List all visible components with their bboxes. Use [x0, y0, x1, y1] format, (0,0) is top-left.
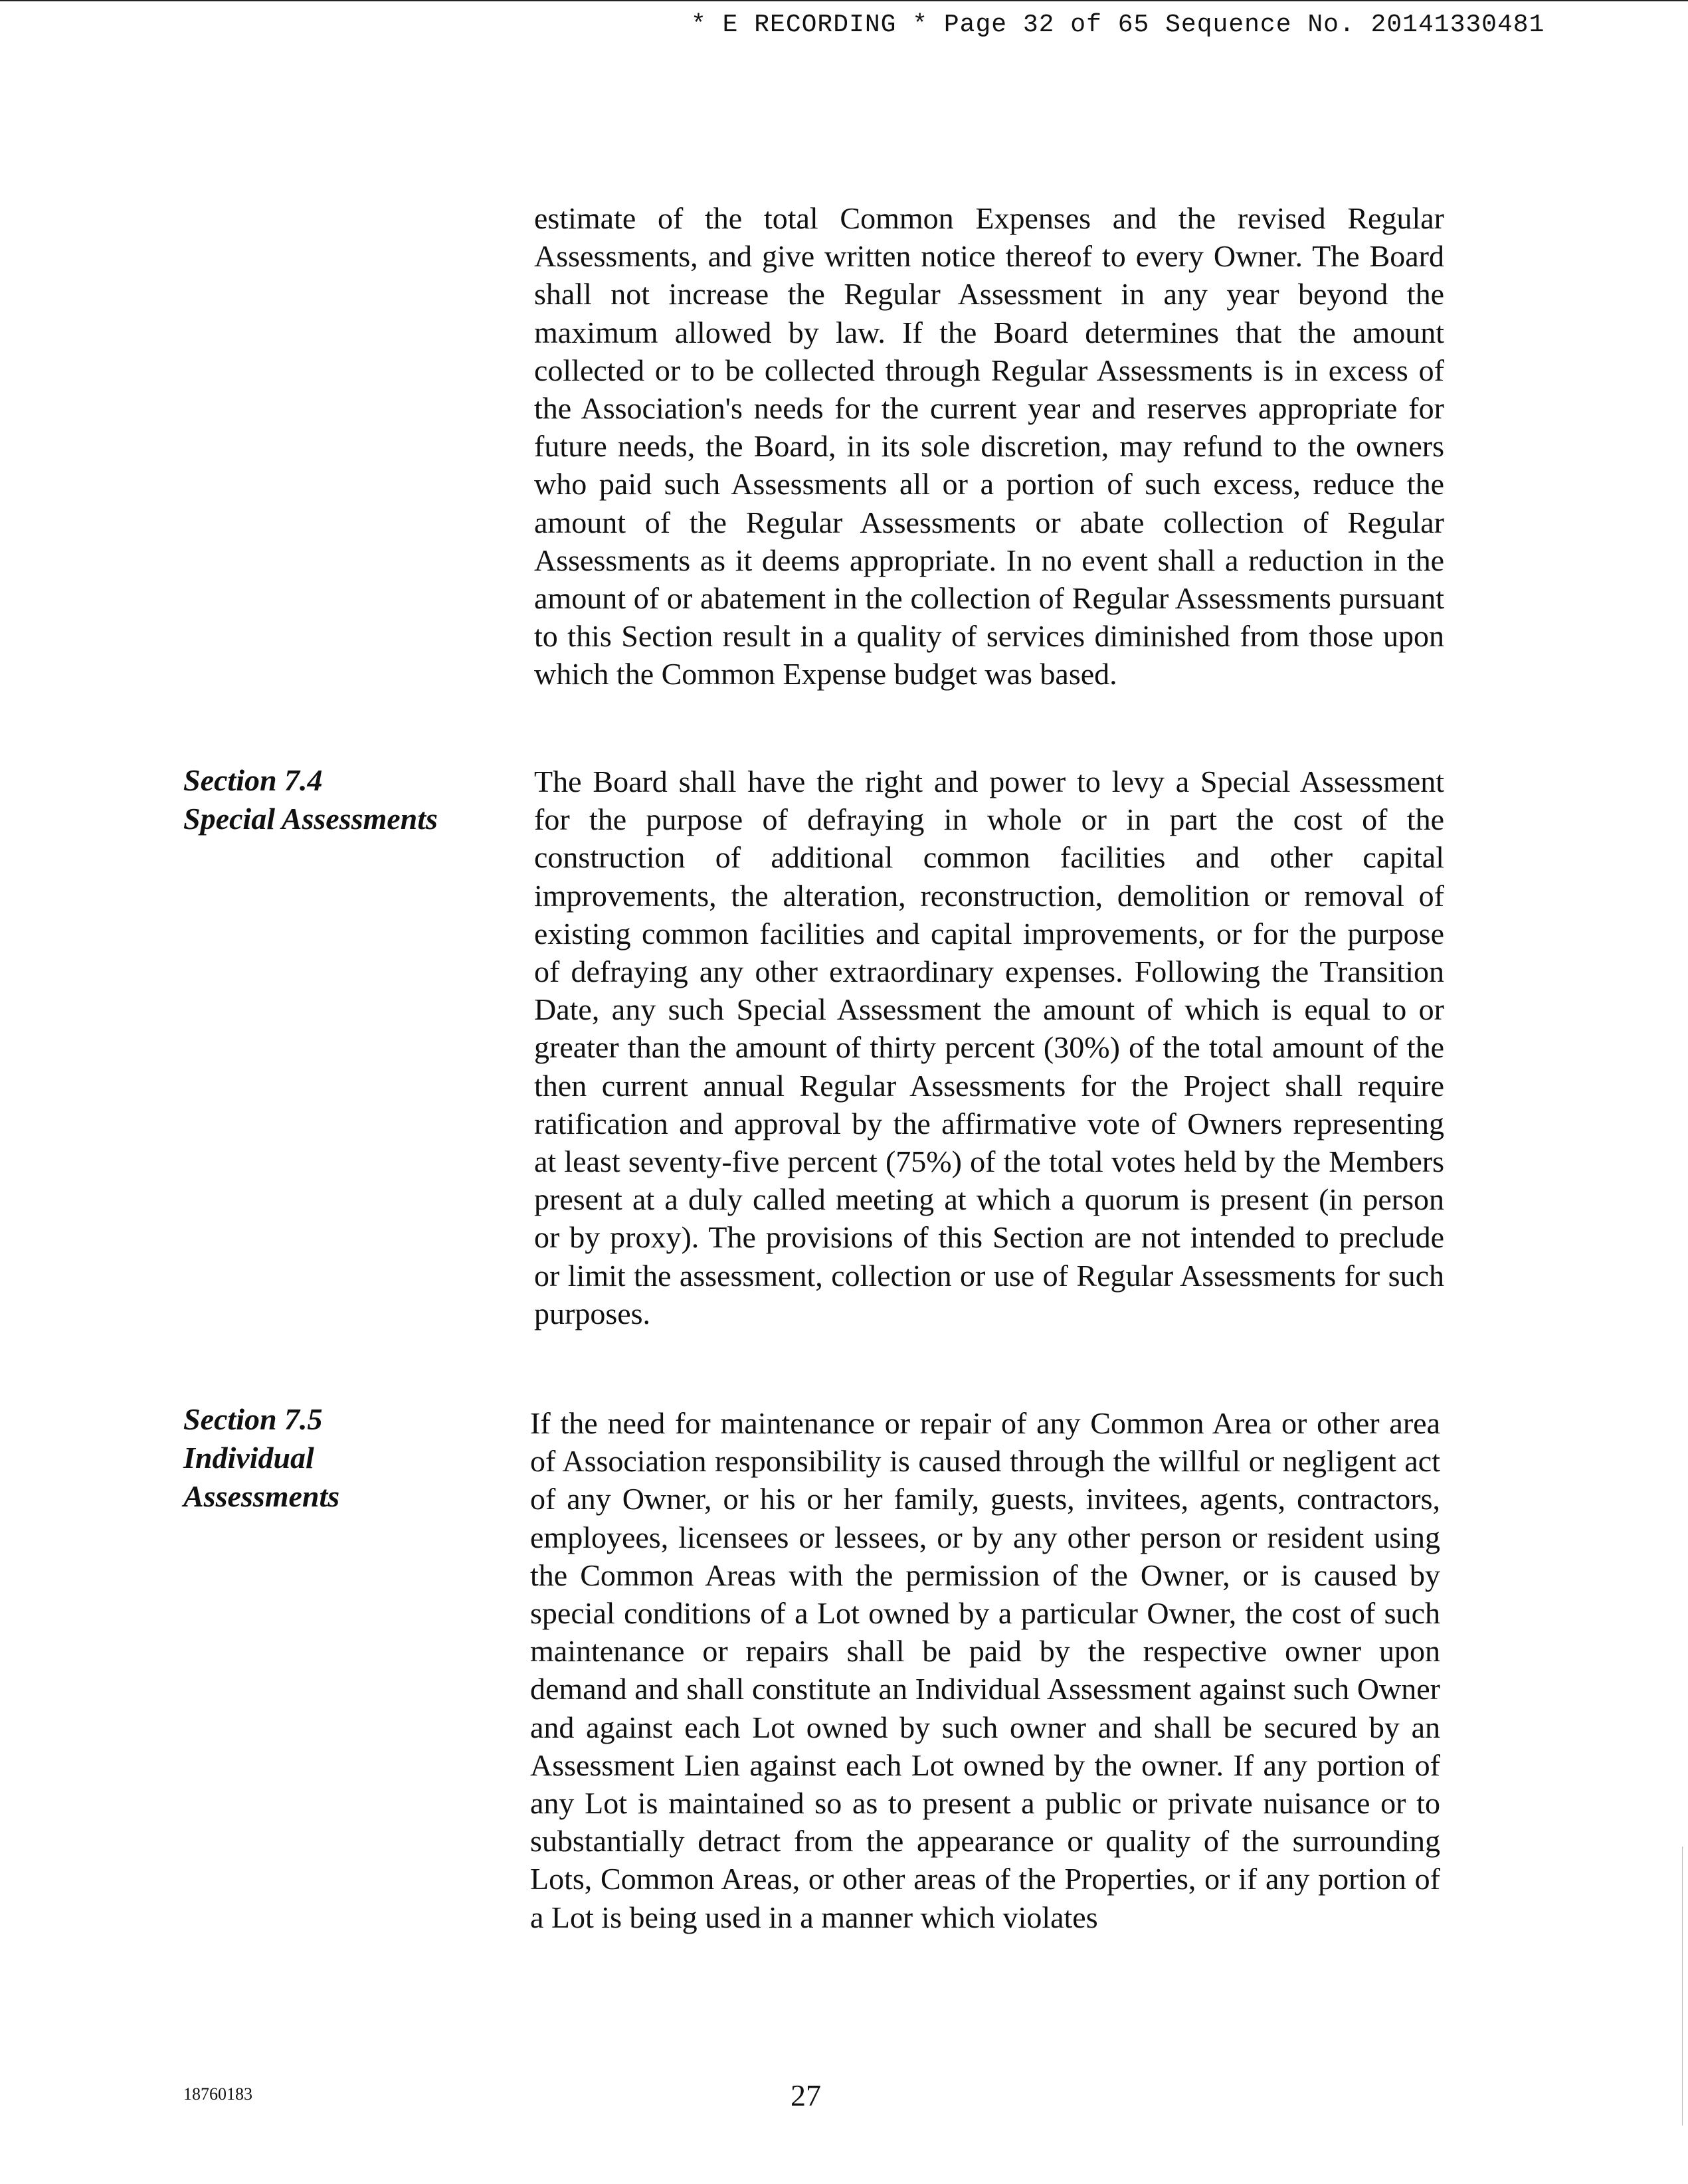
document-id: 18760183: [183, 2084, 252, 2104]
top-border-line: [0, 0, 1688, 1]
section-7-5-heading: [183, 1400, 482, 1516]
section-7-5-title-line-2: Assessments: [183, 1479, 340, 1513]
section-7-5-title-line-1: Individual: [183, 1441, 314, 1475]
section-7-4-number: Section 7.4: [183, 763, 323, 797]
recording-header: * E RECORDING * Page 32 of 65 Sequence No. 20141330481: [691, 11, 1545, 39]
scan-edge-line: [1682, 1847, 1683, 2126]
section-7-4-heading: [183, 761, 482, 838]
continued-paragraph: estimate of the total Common Expenses and the revised Regular Assessments, and give written notice thereof to every Owner. The Board shall not increase the Regular Assessment in any year beyond the maximum allowed by law. If the Board determines that the amount collected or to be collected through Regular Assessments is in excess of the Association's needs for the current year and reserves appropriate for future needs, the Board, in its sole discretion, may refund to the owners who paid such Assessments all or a portion of such excess, reduce the amount of the Regular Assessments or abate collection of Regular Assessments as it deems appropriate. In no event shall a reduction in the amount of or abatement in the collection of Regular Assessments pursuant to this Section result in a quality of services diminished from those upon which the Common Expense budget was based.: [534, 201, 1444, 691]
section-7-5-number: Section 7.5: [183, 1402, 323, 1436]
section-7-5-body: If the need for maintenance or repair of any Common Area or other area of Association responsibility is caused through the willful or negligent act of any Owner, or his or her family, guests, invitees, agents, contractors, employees, licensees or lessees, or by any other person or resident using the Common Areas with the permission of the Owner, or is caused by special conditions of a Lot owned by a particular Owner, the cost of such maintenance or repairs shall be paid by the respective owner upon demand and shall constitute an Individual Assessment against such Owner and against each Lot owned by such owner and shall be secured by an Assessment Lien against each Lot owned by the owner. If any portion of any Lot is maintained so as to present a public or private nuisance or to substantially detract from the appearance or quality of the surrounding Lots, Common Areas, or other areas of the Properties, or if any portion of a Lot is being used in a manner which violates: [530, 1406, 1440, 1934]
section-7-4-title: Special Assessments: [183, 802, 438, 836]
page-number: 27: [791, 2078, 821, 2112]
section-7-4-body: The Board shall have the right and power to levy a Special Assessment for the purpose of defraying in whole or in part the cost of the construction of additional common facilities and other capital improvements, the alteration, reconstruction, demolition or removal of existing common facilities and capital improvements, or for the purpose of defraying any other extraordinary expenses. Following the Transition Date, any such Special Assessment the amount of which is equal to or greater than the amount of thirty percent (30%) of the total amount of the then current annual Regular Assessments for the Project shall require ratification and approval by the affirmative vote of Owners representing at least seventy-five percent (75%) of the total votes held by the Members present at a duly called meeting at which a quorum is present (in person or by proxy). The provisions of this Section are not intended to preclude or limit the assessment, collection or use of Regular Assessments for such purposes.: [534, 765, 1444, 1330]
